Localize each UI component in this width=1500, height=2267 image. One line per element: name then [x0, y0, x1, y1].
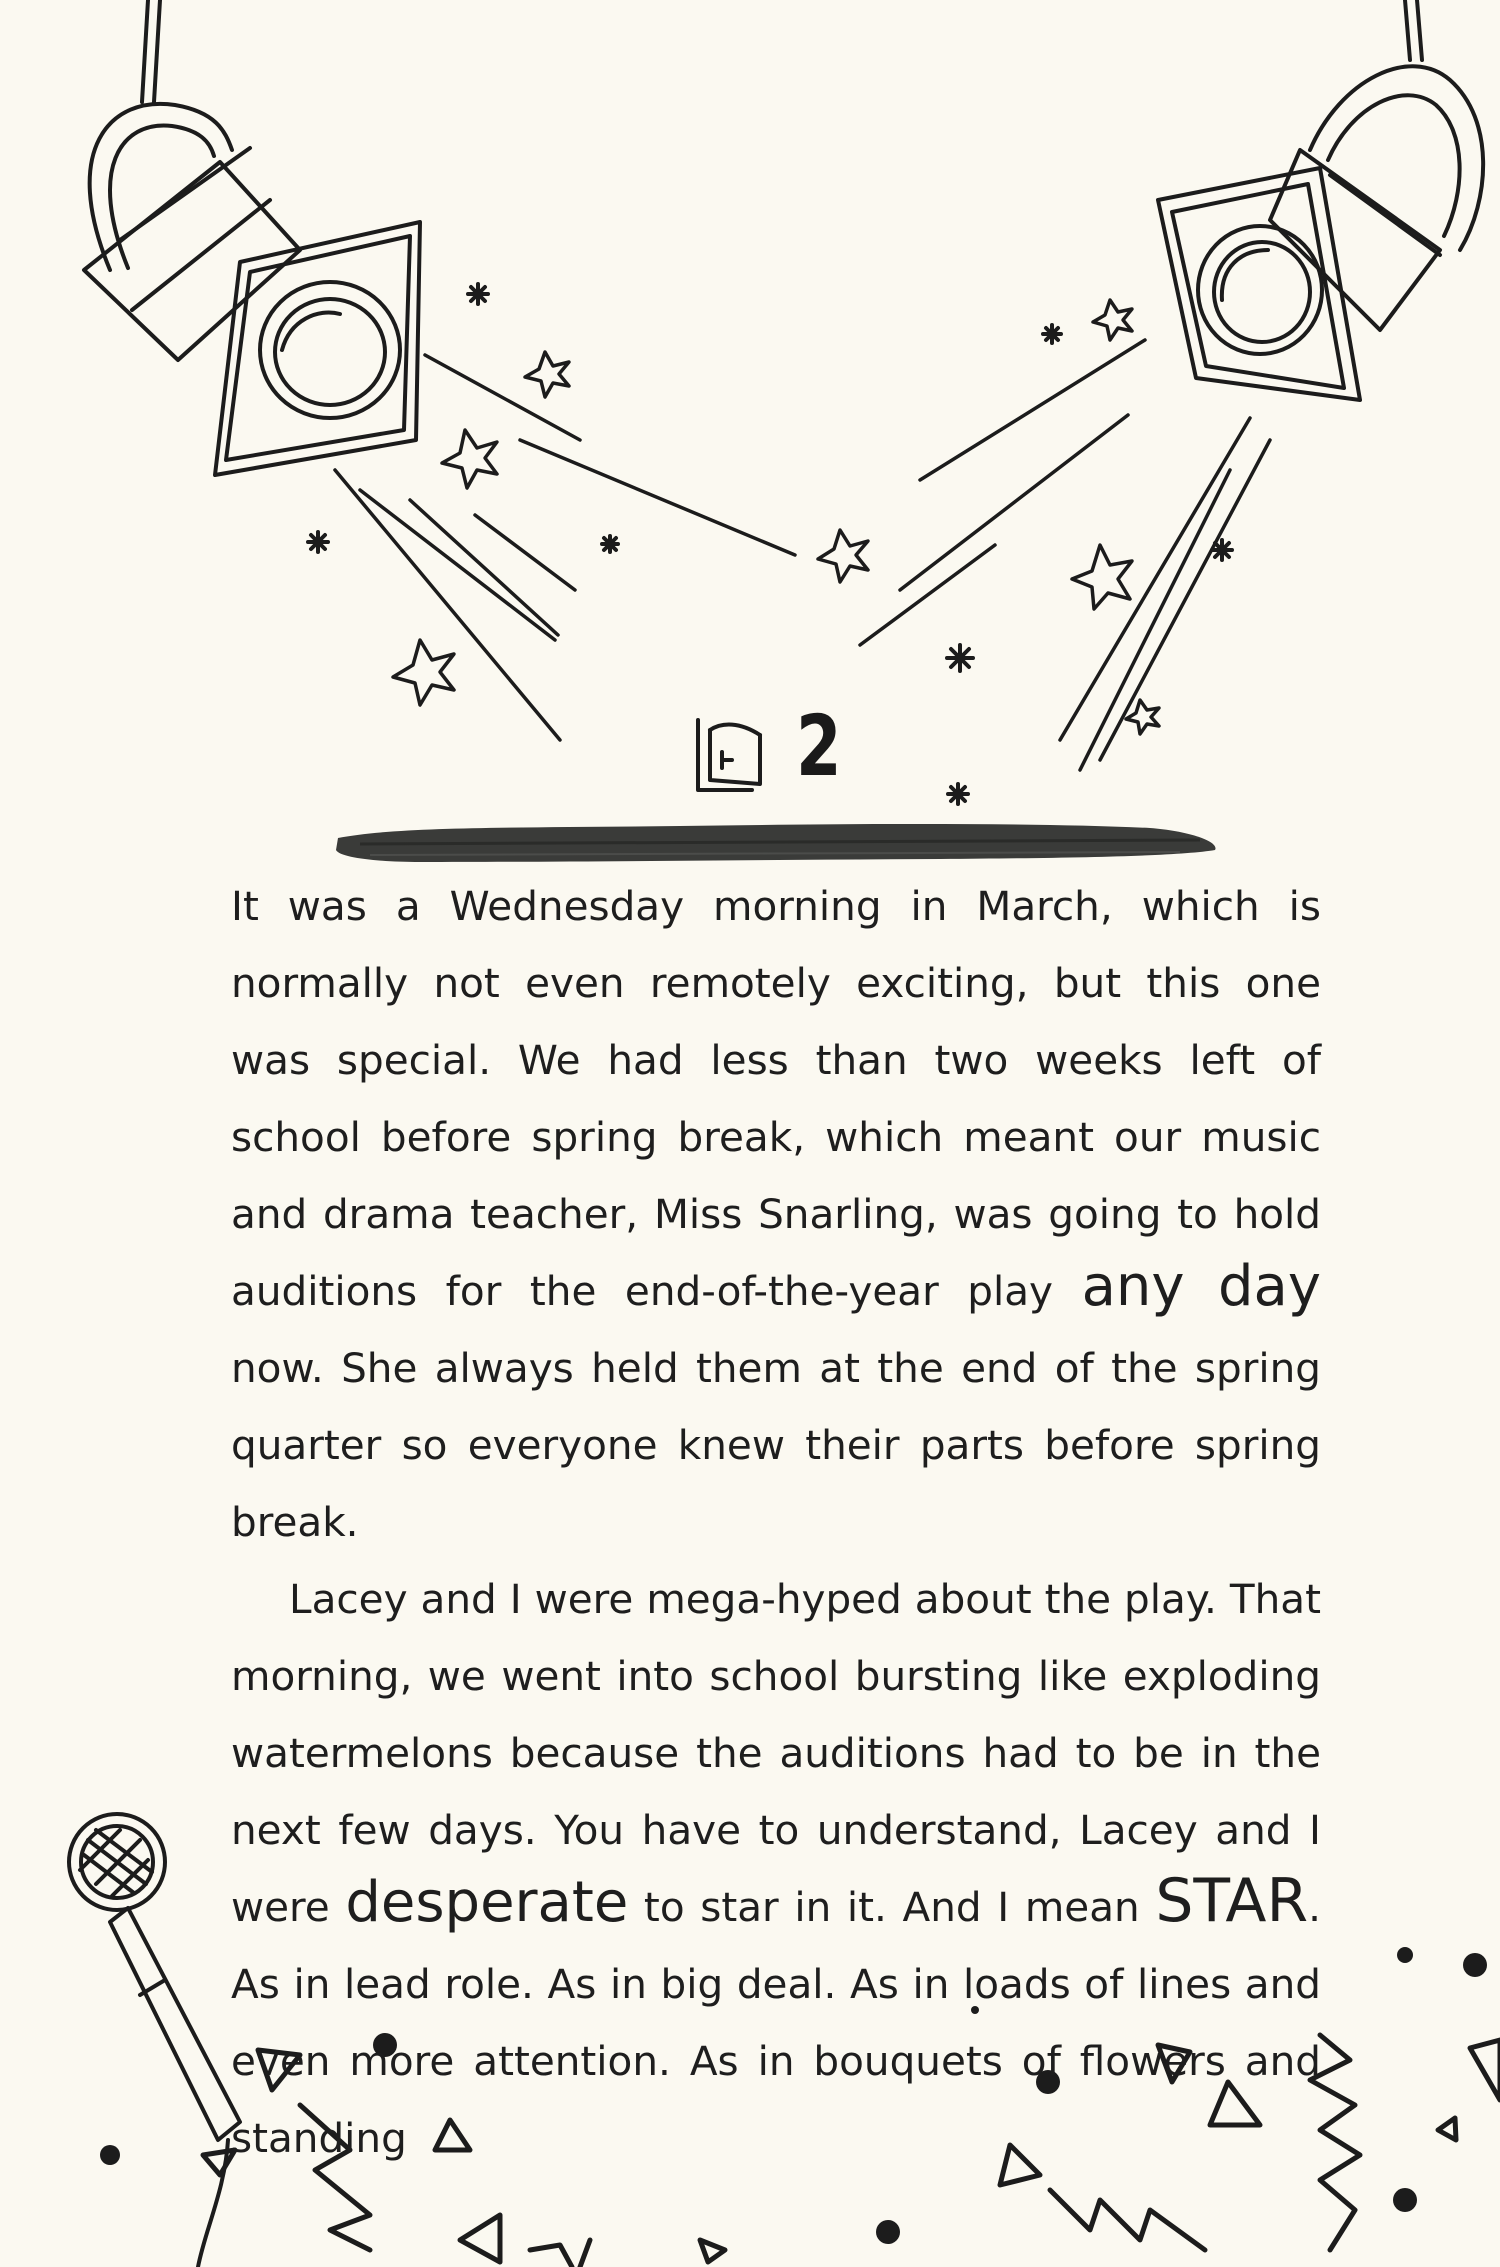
- text-run: . As in lead role. As in big deal. As in loads of lines and even more attention. As in bouquets of flowers and standing: [231, 1883, 1322, 2162]
- chapter-number: 2: [796, 697, 842, 795]
- emphasis-star: STAR: [1155, 1866, 1309, 1936]
- paragraph-2: [231, 1561, 1321, 2177]
- emphasis-desperate: desperate: [345, 1870, 629, 1935]
- emphasis-any-day: any day: [1081, 1254, 1321, 1319]
- text-run: It was a Wednesday morning in March, which is normally not even remotely exciting, but this one was special. We had less than two weeks left of school before spring break, which meant our music and drama teacher, Miss Snarling, was going to hold auditions for the end-of-the-year play: [231, 882, 1321, 1315]
- text-run: now. She always held them at the end of the spring quarter so everyone knew their parts before spring break.: [231, 1344, 1321, 1546]
- chapter-body: [231, 868, 1321, 2177]
- paragraph-1: [231, 868, 1321, 1561]
- text-run: Lacey and I were mega-hyped about the play. That morning, we went into school bursting like exploding watermelons because the auditions had to be in the next few days. You have to understand, Lacey and I were: [231, 1575, 1321, 1931]
- text-run: to star in it. And I mean: [628, 1883, 1156, 1931]
- chapter-heading: [690, 697, 854, 795]
- book-icon-slot: [690, 711, 752, 781]
